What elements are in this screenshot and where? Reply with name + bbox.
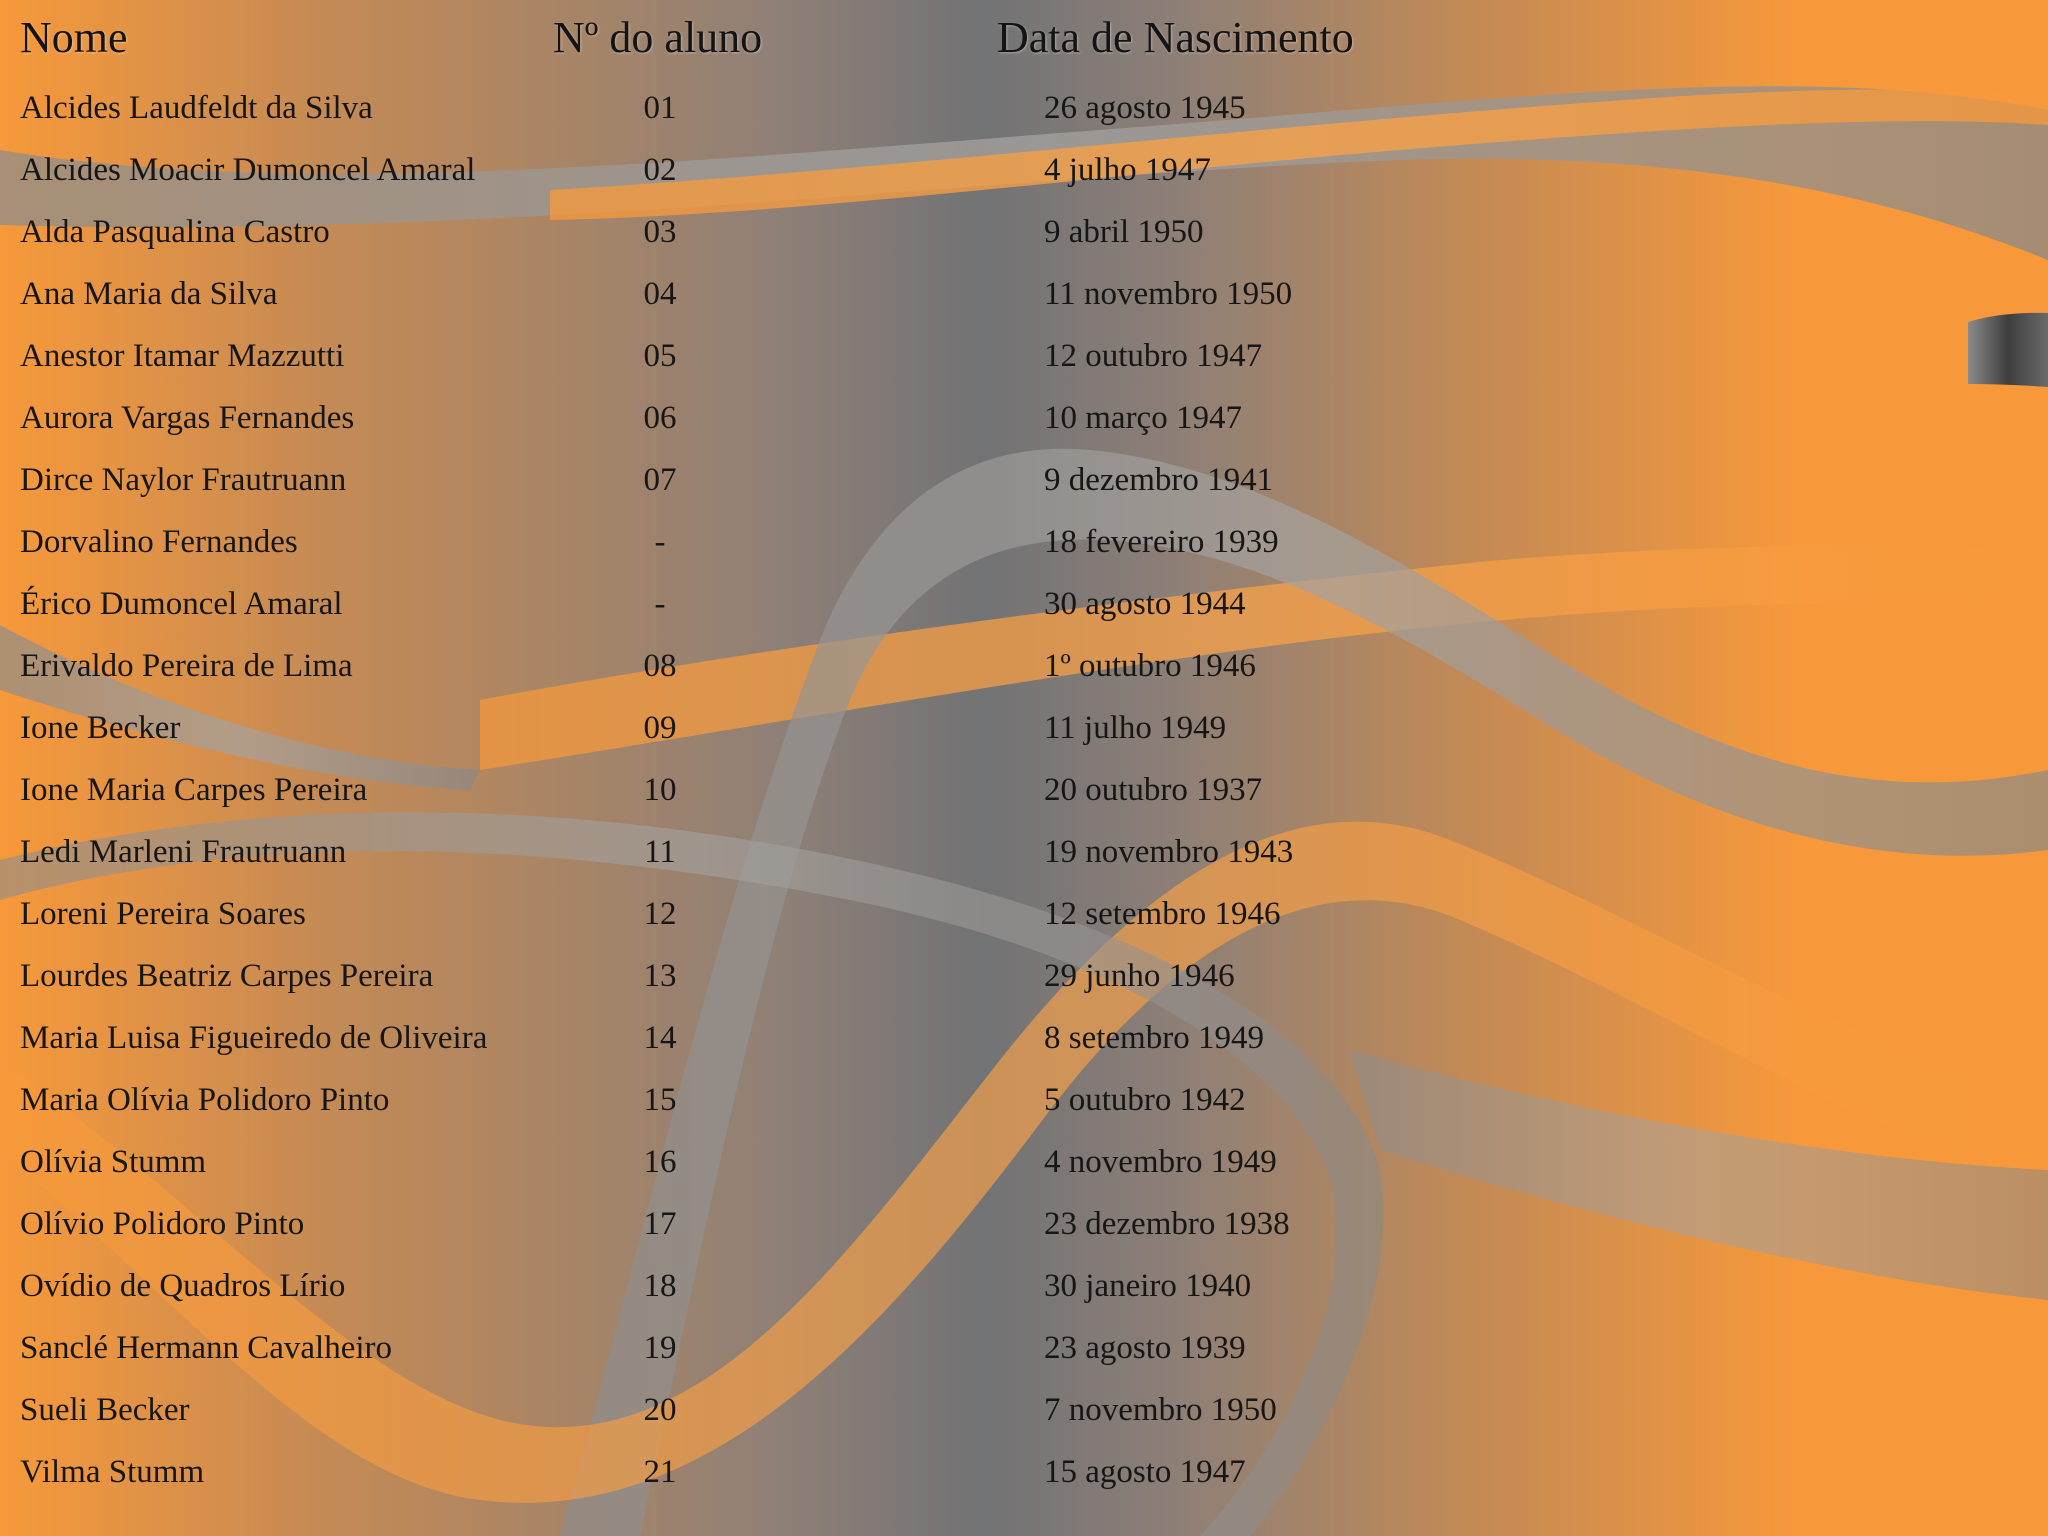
student-row bbox=[0, 449, 2048, 511]
student-name: Sueli Becker bbox=[20, 1392, 190, 1428]
student-number: 17 bbox=[643, 1206, 677, 1242]
student-birthdate: 10 março 1947 bbox=[1044, 400, 1242, 436]
student-number: 14 bbox=[643, 1020, 677, 1056]
student-name: Olívia Stumm bbox=[20, 1144, 207, 1180]
student-name: Érico Dumoncel Amaral bbox=[20, 586, 343, 622]
student-birthdate: 11 julho 1949 bbox=[1044, 710, 1227, 746]
student-birthdate: 18 fevereiro 1939 bbox=[1044, 524, 1279, 560]
student-birthdate: 9 abril 1950 bbox=[1044, 214, 1204, 250]
student-birthdate: 9 dezembro 1941 bbox=[1044, 462, 1274, 498]
student-number: 18 bbox=[643, 1268, 677, 1304]
student-number: 19 bbox=[643, 1330, 677, 1366]
student-name: Maria Olívia Polidoro Pinto bbox=[20, 1082, 390, 1118]
student-name: Alcides Moacir Dumoncel Amaral bbox=[20, 152, 476, 188]
student-number: 06 bbox=[643, 400, 677, 436]
student-birthdate: 4 julho 1947 bbox=[1044, 152, 1211, 188]
student-name: Maria Luisa Figueiredo de Oliveira bbox=[20, 1020, 488, 1056]
student-number: 01 bbox=[643, 90, 677, 126]
student-name: Alda Pasqualina Castro bbox=[20, 214, 330, 250]
student-row bbox=[0, 387, 2048, 449]
student-row bbox=[0, 139, 2048, 201]
student-birthdate: 12 outubro 1947 bbox=[1044, 338, 1263, 374]
student-name: Olívio Polidoro Pinto bbox=[20, 1206, 305, 1242]
student-birthdate: 30 agosto 1944 bbox=[1044, 586, 1246, 622]
column-header-number: Nº do aluno bbox=[553, 13, 763, 62]
student-row bbox=[0, 1379, 2048, 1441]
student-birthdate: 20 outubro 1937 bbox=[1044, 772, 1263, 808]
student-row bbox=[0, 511, 2048, 573]
student-row bbox=[0, 945, 2048, 1007]
student-number: 08 bbox=[643, 648, 677, 684]
student-birthdate: 1º outubro 1946 bbox=[1044, 648, 1256, 684]
column-header-name: Nome bbox=[20, 13, 128, 62]
student-row bbox=[0, 821, 2048, 883]
student-birthdate: 8 setembro 1949 bbox=[1044, 1020, 1264, 1056]
student-row bbox=[0, 635, 2048, 697]
student-birthdate: 30 janeiro 1940 bbox=[1044, 1268, 1252, 1304]
student-name: Sanclé Hermann Cavalheiro bbox=[20, 1330, 393, 1366]
student-number: - bbox=[654, 524, 666, 560]
student-name: Vilma Stumm bbox=[20, 1454, 205, 1490]
student-name: Loreni Pereira Soares bbox=[20, 896, 306, 932]
student-name: Erivaldo Pereira de Lima bbox=[20, 648, 353, 684]
student-number: 12 bbox=[643, 896, 677, 932]
student-birthdate: 12 setembro 1946 bbox=[1044, 896, 1281, 932]
student-number: 09 bbox=[643, 710, 677, 746]
student-birthdate: 19 novembro 1943 bbox=[1044, 834, 1294, 870]
student-number: 04 bbox=[643, 276, 677, 312]
student-name: Ana Maria da Silva bbox=[20, 276, 278, 312]
student-number: 11 bbox=[644, 834, 676, 870]
student-name: Dorvalino Fernandes bbox=[20, 524, 298, 560]
student-row bbox=[0, 263, 2048, 325]
student-birthdate: 15 agosto 1947 bbox=[1044, 1454, 1246, 1490]
student-row bbox=[0, 77, 2048, 139]
student-name: Ione Becker bbox=[20, 710, 181, 746]
student-name: Lourdes Beatriz Carpes Pereira bbox=[20, 958, 434, 994]
student-name: Anestor Itamar Mazzutti bbox=[20, 338, 345, 374]
student-number: 10 bbox=[643, 772, 677, 808]
student-row bbox=[0, 1007, 2048, 1069]
student-number: 13 bbox=[643, 958, 677, 994]
student-birthdate: 11 novembro 1950 bbox=[1044, 276, 1293, 312]
student-birthdate: 29 junho 1946 bbox=[1044, 958, 1235, 994]
student-birthdate: 23 dezembro 1938 bbox=[1044, 1206, 1290, 1242]
student-row bbox=[0, 1317, 2048, 1379]
student-row bbox=[0, 1255, 2048, 1317]
student-number: 20 bbox=[643, 1392, 677, 1428]
student-number: 05 bbox=[643, 338, 677, 374]
student-name: Alcides Laudfeldt da Silva bbox=[20, 90, 373, 126]
student-birthdate: 23 agosto 1939 bbox=[1044, 1330, 1246, 1366]
student-number: - bbox=[654, 586, 666, 622]
student-name: Ovídio de Quadros Lírio bbox=[20, 1268, 346, 1304]
student-number: 07 bbox=[643, 462, 677, 498]
student-number: 03 bbox=[643, 214, 677, 250]
student-number: 21 bbox=[643, 1454, 677, 1490]
student-birthdate: 7 novembro 1950 bbox=[1044, 1392, 1277, 1428]
student-name: Ione Maria Carpes Pereira bbox=[20, 772, 368, 808]
student-birthdate: 26 agosto 1945 bbox=[1044, 90, 1246, 126]
student-row bbox=[0, 1069, 2048, 1131]
column-header-birthdate: Data de Nascimento bbox=[997, 13, 1354, 62]
student-number: 02 bbox=[643, 152, 677, 188]
student-birthdate: 5 outubro 1942 bbox=[1044, 1082, 1246, 1118]
student-row bbox=[0, 759, 2048, 821]
student-name: Aurora Vargas Fernandes bbox=[20, 400, 355, 436]
student-row bbox=[0, 1193, 2048, 1255]
student-number: 15 bbox=[643, 1082, 677, 1118]
student-name: Ledi Marleni Frautruann bbox=[20, 834, 347, 870]
student-row bbox=[0, 1441, 2048, 1503]
student-row bbox=[0, 325, 2048, 387]
student-name: Dirce Naylor Frautruann bbox=[20, 462, 347, 498]
student-birthdate: 4 novembro 1949 bbox=[1044, 1144, 1277, 1180]
student-row bbox=[0, 573, 2048, 635]
student-number: 16 bbox=[643, 1144, 677, 1180]
student-row bbox=[0, 201, 2048, 263]
student-row bbox=[0, 883, 2048, 945]
student-row bbox=[0, 697, 2048, 759]
student-row bbox=[0, 1131, 2048, 1193]
